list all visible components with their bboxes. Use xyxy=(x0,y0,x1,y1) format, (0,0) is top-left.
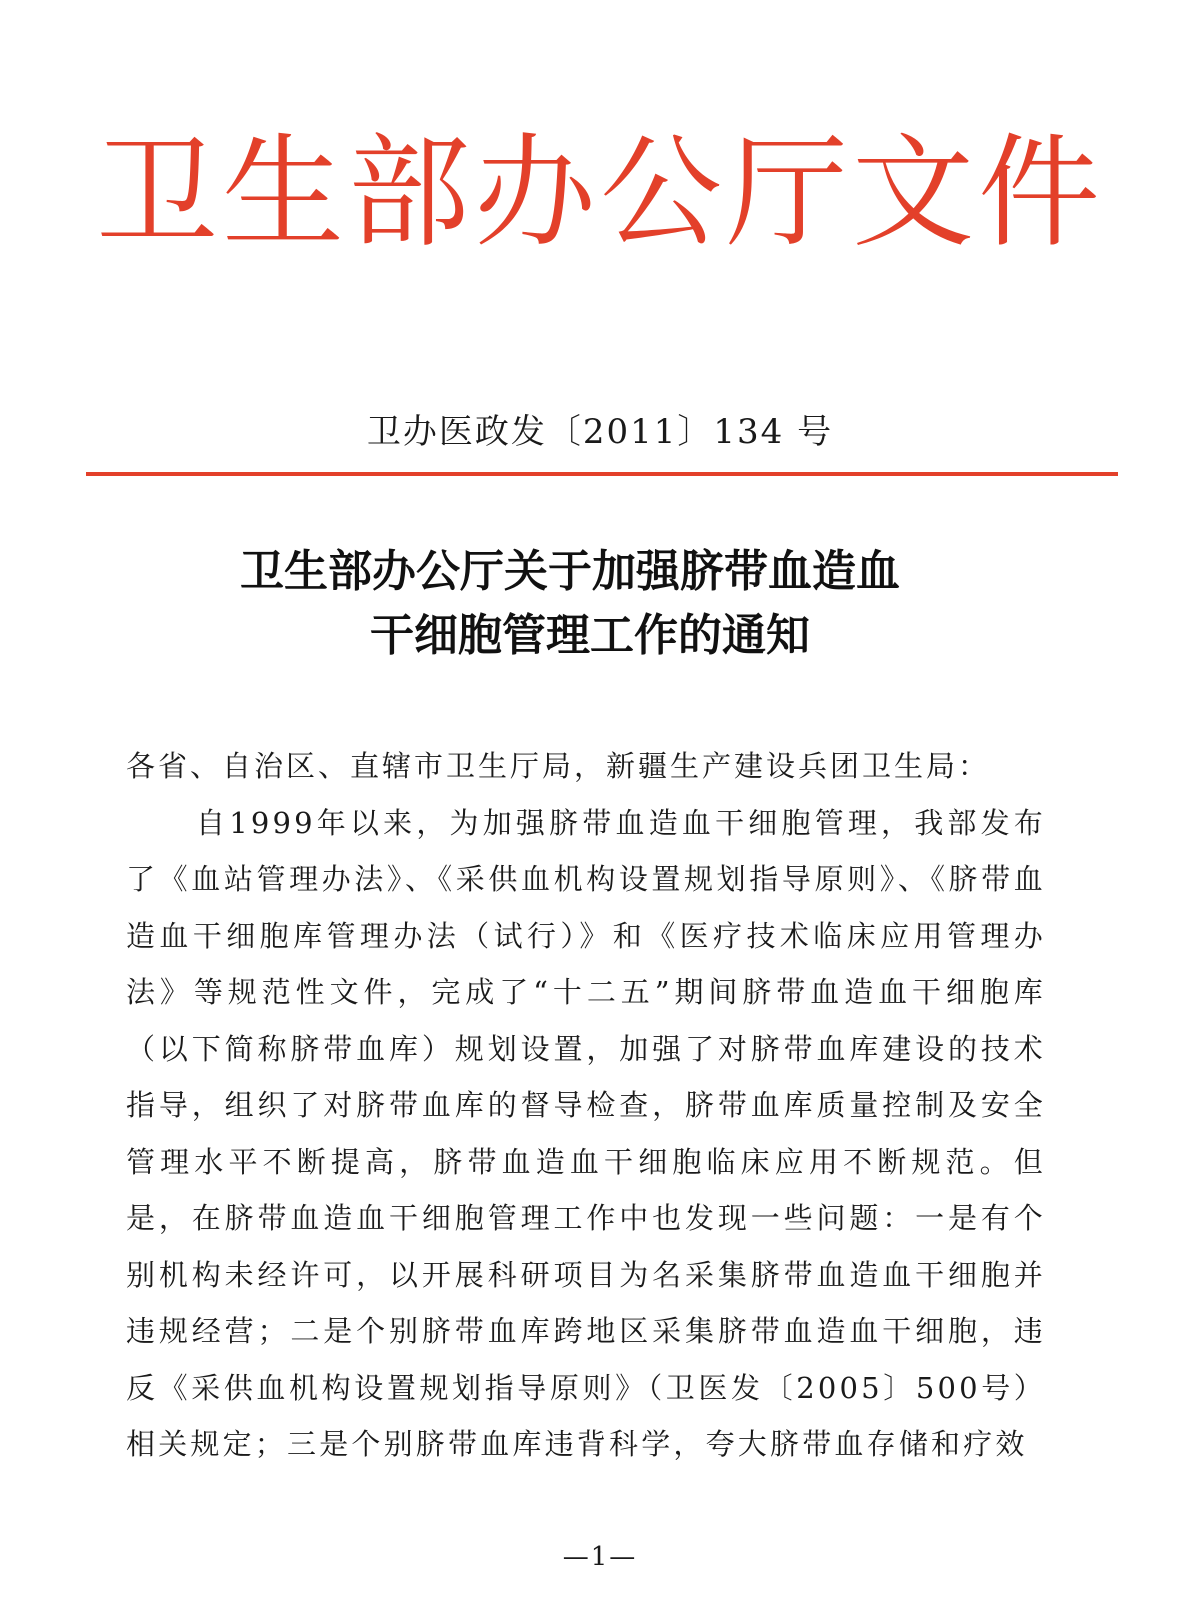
red-divider-line xyxy=(86,472,1118,476)
salutation-line: 各省、自治区、直辖市卫生厅局，新疆生产建设兵团卫生局： xyxy=(126,749,991,783)
notice-title-line-2: 干细胞管理工作的通知 xyxy=(370,610,810,661)
notice-title-line-1: 卫生部办公厅关于加强脐带血造血 xyxy=(240,546,900,597)
document-number: 卫办医政发〔2011〕134 号 xyxy=(366,412,834,452)
document-masthead: 卫生部办公厅文件 xyxy=(96,122,1104,264)
notice-title xyxy=(0,540,1200,668)
notice-body xyxy=(126,738,1046,1473)
body-paragraph: 自1999年以来，为加强脐带血造血干细胞管理，我部发布了《血站管理办法》、《采供血机构设置规划指导原则》、《脐带血造血干细胞库管理办法（试行）》和《医疗技术临床应用管理办法》等规范性文件，完成了“十二五”期间脐带血造血干细胞库（以下简称脐带血库）规划设置，加强了对脐带血库建设的技术指导，组织了对脐带血库的督导检查，脐带血库质量控制及安全管理水平不断提高，脐带血造血干细胞临床应用不断规范。但是，在脐带血造血干细胞管理工作中也发现一些问题：一是有个别机构未经许可，以开展科研项目为名采集脐带血造血干细胞并违规经营；二是个别脐带血库跨地区采集脐带血造血干细胞，违反《采供血机构设置规划指导原则》（卫医发〔2005〕500号）相关规定；三是个别脐带血库违背科学，夸大脐带血存储和疗效 xyxy=(126,805,1046,1461)
page-number: —1— xyxy=(562,1542,638,1572)
